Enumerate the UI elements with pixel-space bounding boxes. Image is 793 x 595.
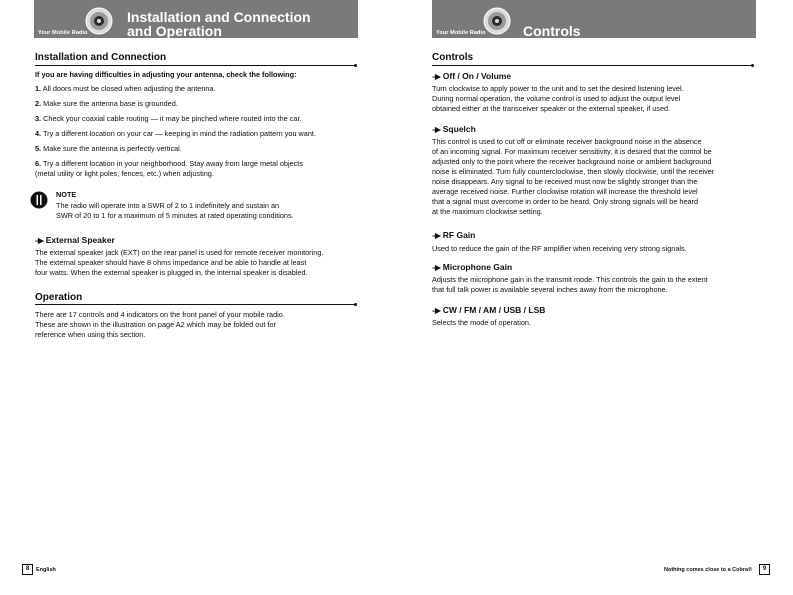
control-text-squelch: This control is used to cut off or eliminate receiver background noise in the absence of an incoming signal. For maximum receiver sensitivity, it is desired that the control be adjusted only to the point where the receiver background noise or ambient background noise is eliminated. Turn fully counterclockwise, then slowly clockwise, until the receiver noise disappears. Any signal to be received must now be slightly stronger than the average received noise. Further clockwise rotation will increase the threshold level that a signal must overcome in order to be heard. Only strong signals will be heard at the maximum clockwise setting. — [432, 137, 715, 216]
operation-text: There are 17 controls and 4 indicators on the front panel of your mobile radio. These are shown in the illustration on page A2 which may be folded out for reference when using this section. — [35, 310, 285, 339]
control-text-mic-gain: Adjusts the microphone gain in the transmit mode. This controls the gain to the extent that full talk power is available several inches away from the microphone. — [432, 275, 708, 294]
left-header-tab — [34, 0, 120, 38]
page-title: Controls — [523, 23, 581, 39]
right-header-title-bar — [518, 0, 756, 38]
list-item: 6. Try a different location in your neighborhood. Stay away from large metal objects (metal utility or light poles, fences, etc.) when adjusting. — [35, 159, 303, 178]
list-item: 4. Try a different location on your car — keeping in mind the radiation pattern you want. — [35, 129, 316, 138]
disc-logo-icon — [84, 6, 114, 36]
arrow-icon: --▶ — [35, 236, 43, 245]
arrow-icon: --▶ — [432, 125, 440, 134]
arrow-icon: --▶ — [432, 231, 440, 240]
page-title-line2: and Operation — [127, 23, 222, 39]
disc-logo-icon — [482, 6, 512, 36]
list-item: 3. Check your coaxial cable routing — it may be pinched where routed into the car. — [35, 114, 302, 123]
external-speaker-heading: --▶ External Speaker — [35, 235, 115, 245]
brand-tab-label: Your Mobile Radio — [436, 30, 486, 36]
section-rule — [432, 65, 752, 66]
section-heading-installation: Installation and Connection — [35, 52, 167, 63]
section-rule — [35, 304, 355, 305]
page-number: 9 — [759, 564, 770, 575]
control-heading-mode: --▶ CW / FM / AM / USB / LSB — [432, 305, 546, 315]
control-heading-squelch: --▶ Squelch — [432, 124, 476, 134]
control-text-volume: Turn clockwise to apply power to the unit and to set the desired listening level. During normal operation, the volume control is used to adjust the output level obtained either at the transceiver speaker or the external speaker, if used. — [432, 84, 684, 113]
section-rule — [35, 65, 355, 66]
list-item: 1. All doors must be closed when adjusting the antenna. — [35, 84, 216, 93]
control-heading-mic-gain: --▶ Microphone Gain — [432, 262, 513, 272]
control-heading-rf-gain: --▶ RF Gain — [432, 230, 476, 240]
brand-tab-label: Your Mobile Radio — [38, 30, 88, 36]
control-text-rf-gain: Used to reduce the gain of the RF amplifier when receiving very strong signals. — [432, 244, 687, 253]
arrow-icon: --▶ — [432, 306, 440, 315]
page-title-line1: Installation and Connection — [127, 9, 311, 25]
intro-text: If you are having difficulties in adjusting your antenna, check the following: — [35, 70, 297, 79]
left-header-title-bar — [120, 0, 358, 38]
footer-label: English — [36, 567, 56, 573]
note-text: The radio will operate into a SWR of 2 to 1 indefinitely and sustain an SWR of 20 to 1 for a maximum of 5 minutes at rated operating conditions. — [56, 201, 294, 220]
note-label: NOTE — [56, 190, 77, 199]
section-heading-controls: Controls — [432, 52, 474, 63]
external-speaker-text: The external speaker jack (EXT) on the rear panel is used for remote receiver monitoring. The external speaker should have 8 ohms impedance and be able to handle at least four watts. When the external speaker is plugged in, the internal speaker is disabled. — [35, 248, 324, 277]
control-text-mode: Selects the mode of operation. — [432, 318, 531, 327]
right-header-tab — [432, 0, 518, 38]
control-heading-volume: --▶ Off / On / Volume — [432, 71, 512, 81]
arrow-icon: --▶ — [432, 263, 440, 272]
note-icon — [30, 191, 48, 209]
arrow-icon: --▶ — [432, 72, 440, 81]
footer-label: Nothing comes close to a Cobra® — [664, 567, 753, 573]
list-item: 5. Make sure the antenna is perfectly vertical. — [35, 144, 182, 153]
list-item: 2. Make sure the antenna base is grounded. — [35, 99, 178, 108]
section-heading-operation: Operation — [35, 292, 83, 303]
page-number: 8 — [22, 564, 33, 575]
